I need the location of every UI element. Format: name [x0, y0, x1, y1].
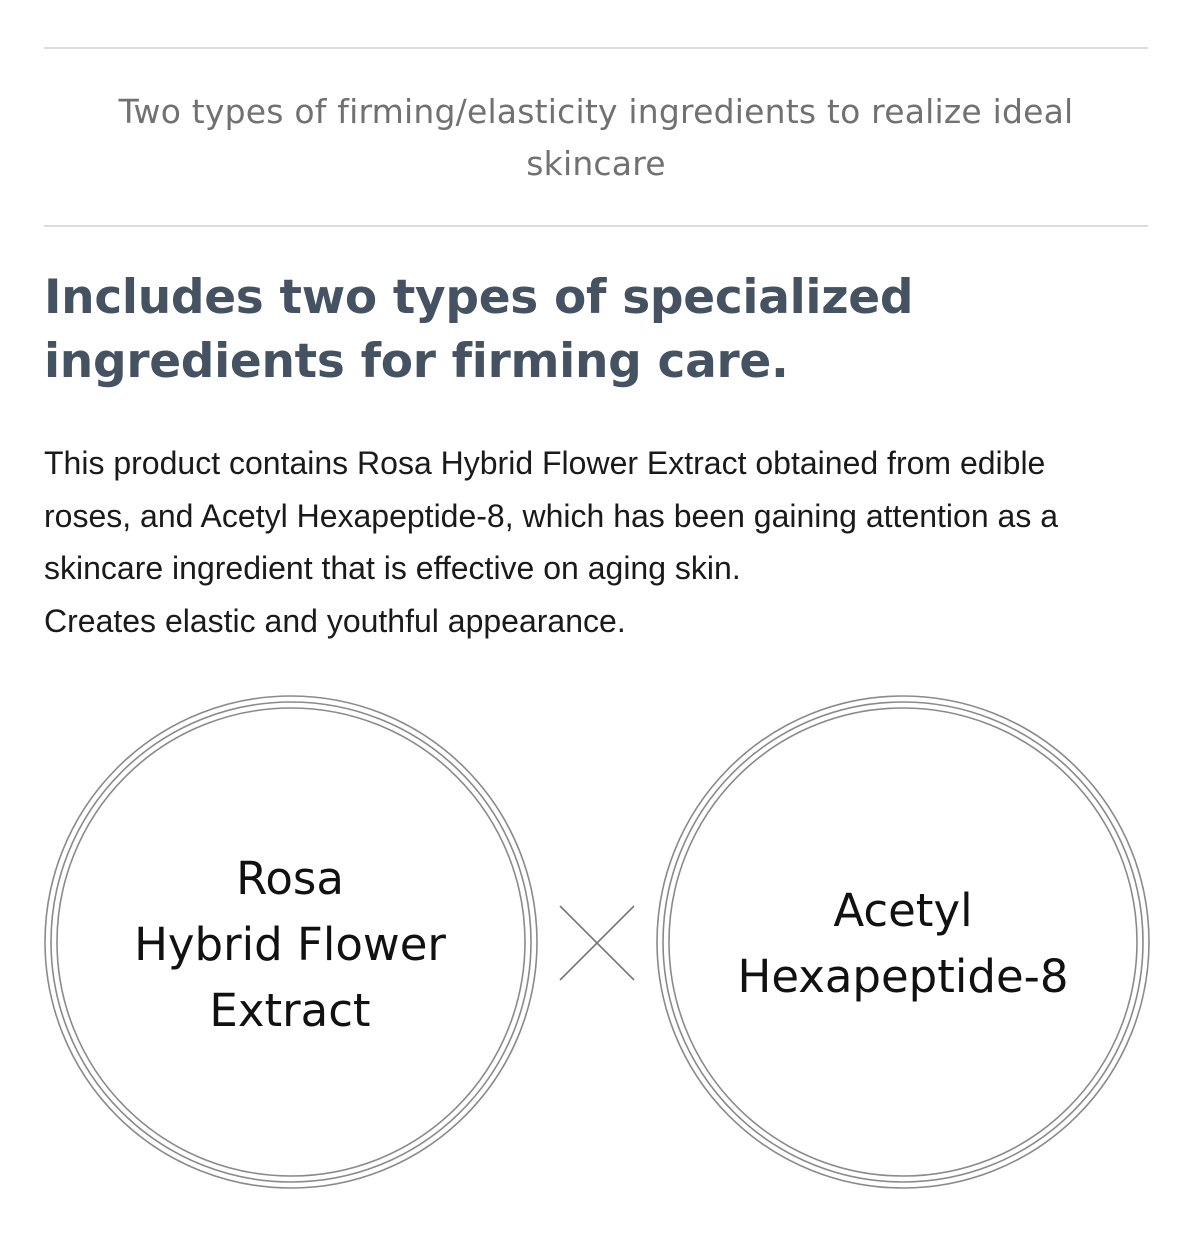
- heading-line-2: ingredients for firming care.: [44, 334, 789, 389]
- cross-icon: [560, 906, 634, 980]
- description-line-3: skincare ingredient that is effective on aging skin.: [44, 550, 741, 586]
- section-subtitle: [60, 86, 1132, 190]
- subtitle-line-2: skincare: [526, 144, 666, 183]
- rosa-extract-label: [80, 846, 500, 1044]
- description-line-1: This product contains Rosa Hybrid Flower Extract obtained from edible: [44, 445, 1046, 481]
- rosa-label-line-2: Hybrid Flower: [134, 918, 446, 971]
- rosa-label-line-3: Extract: [209, 984, 371, 1037]
- acetyl-label-line-1: Acetyl: [833, 884, 973, 937]
- top-divider: [44, 47, 1148, 49]
- acetyl-hexapeptide-label: [693, 878, 1113, 1010]
- bottom-divider: [44, 225, 1148, 227]
- heading-line-1: Includes two types of specialized: [44, 270, 914, 325]
- page-title: [44, 266, 1154, 394]
- subtitle-line-1: Two types of firming/elasticity ingredients to realize ideal: [118, 92, 1074, 131]
- product-description: [44, 437, 1164, 647]
- rosa-label-line-1: Rosa: [236, 852, 344, 905]
- description-line-2: roses, and Acetyl Hexapeptide-8, which has been gaining attention as a: [44, 497, 1058, 534]
- description-line-4: Creates elastic and youthful appearance.: [44, 602, 626, 639]
- acetyl-label-line-2: Hexapeptide-8: [737, 950, 1069, 1003]
